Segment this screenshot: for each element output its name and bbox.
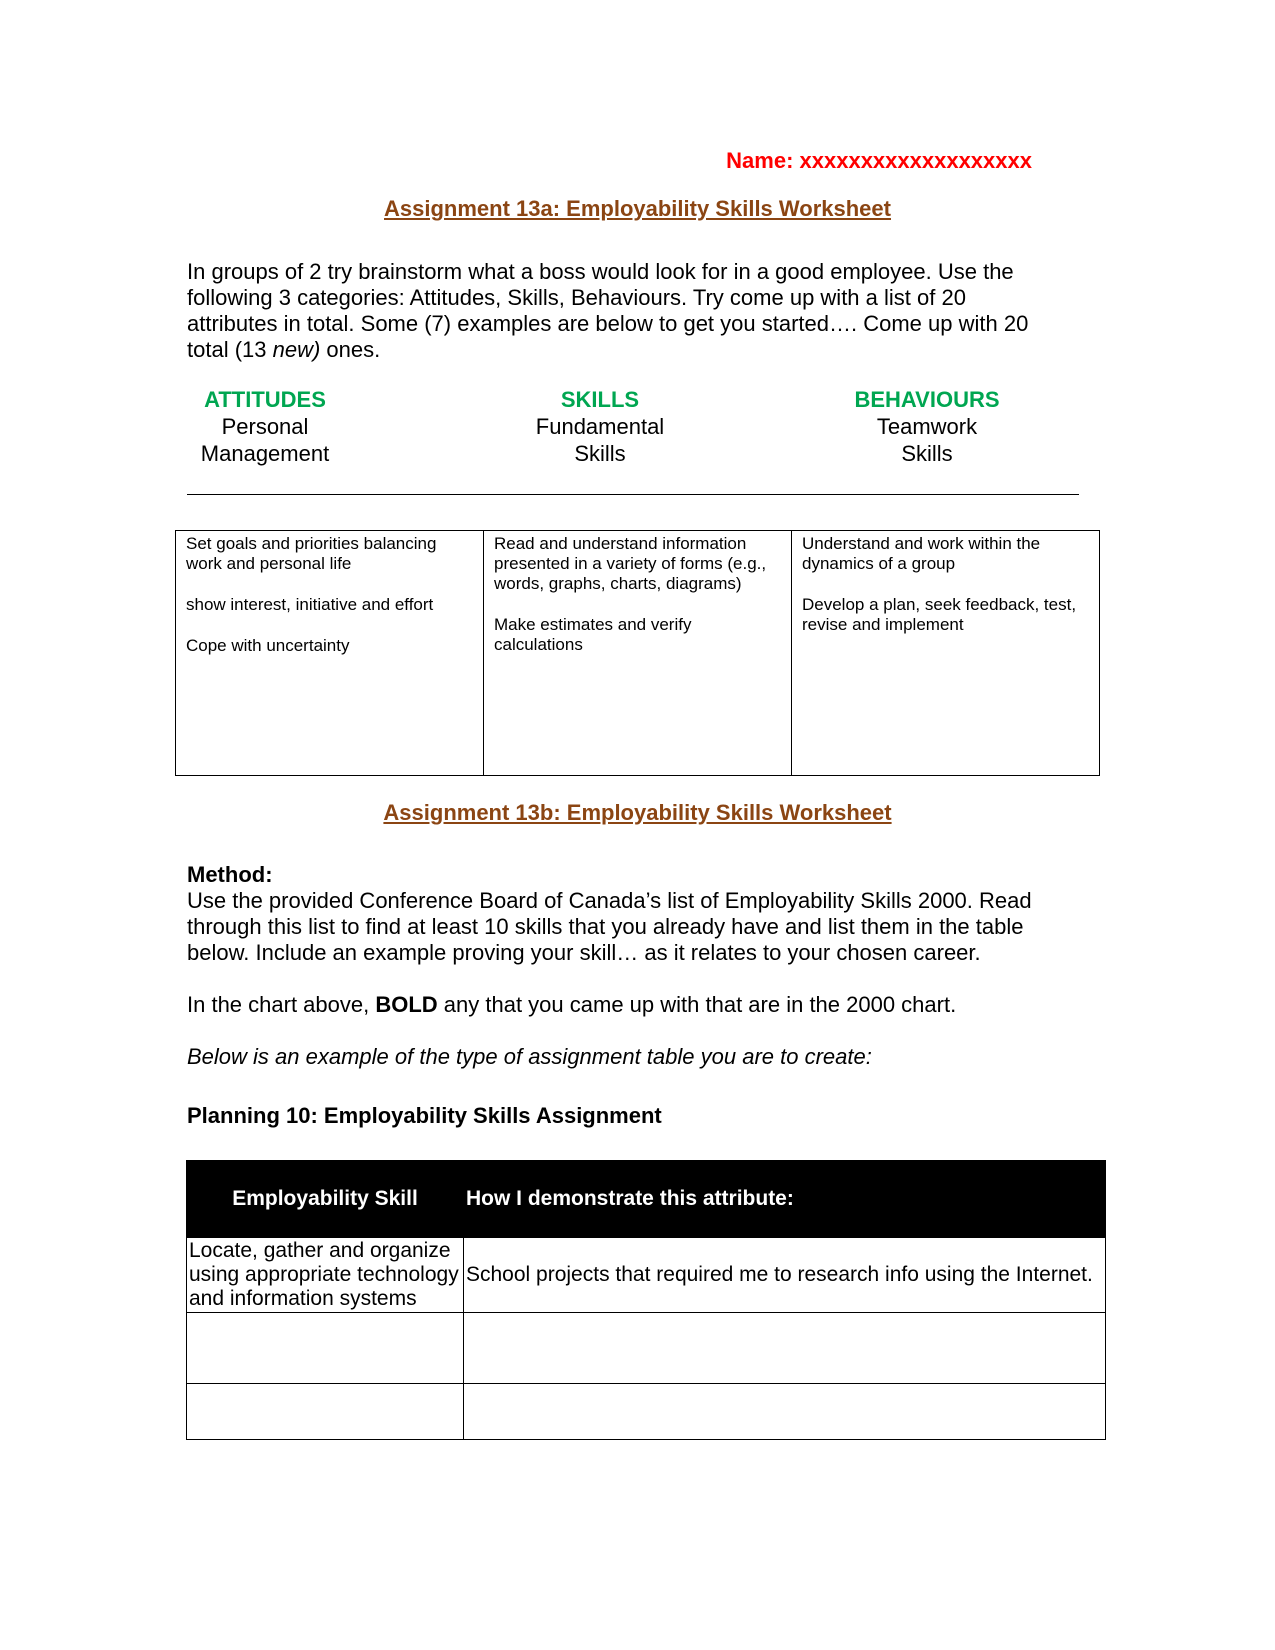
demonstration-cell[interactable] [464, 1384, 1106, 1440]
examples-grid [175, 530, 1100, 776]
category-subtitle: Management [200, 441, 330, 466]
table-header-row [187, 1161, 1106, 1238]
planning-title: Planning 10: Employability Skills Assignment [187, 1103, 662, 1128]
example-item: Develop a plan, seek feedback, test, revise and implement [802, 595, 1077, 634]
student-name: Name: xxxxxxxxxxxxxxxxxxx [726, 148, 1032, 173]
skill-cell[interactable] [187, 1384, 464, 1440]
category-attitudes [185, 386, 345, 467]
intro-text: ones. [320, 337, 381, 362]
method-line: below. Include an example proving your skill… as it relates to your chosen career. [187, 940, 981, 965]
category-behaviours [842, 386, 1012, 467]
table-row [187, 1313, 1106, 1384]
example-item: Read and understand information presented in a variety of forms (e.g., words, graphs, charts, diagrams) [494, 534, 767, 593]
attitudes-examples [176, 531, 484, 775]
skills-table [186, 1160, 1106, 1440]
divider-line [187, 494, 1079, 495]
method-line: through this list to find at least 10 skills that you already have and list them in the table [187, 914, 1024, 939]
example-item: Make estimates and verify calculations [494, 615, 692, 654]
table-row [187, 1384, 1106, 1440]
assignment-13a-title: Assignment 13a: Employability Skills Worksheet [384, 196, 891, 221]
skill-cell[interactable] [187, 1313, 464, 1384]
skills-examples [484, 531, 792, 775]
table-row [187, 1238, 1106, 1313]
example-item: Understand and work within the dynamics of a group [802, 534, 1041, 573]
method-label: Method: [187, 862, 273, 887]
category-skills [510, 386, 690, 467]
category-subtitle: Skills [574, 441, 626, 466]
intro-line: In groups of 2 try brainstorm what a boss would look for in a good employee. Use the [187, 259, 1014, 284]
example-item: Set goals and priorities balancing work and personal life [186, 534, 437, 573]
intro-text: total (13 [187, 337, 273, 362]
instruction-text: In the chart above, [187, 992, 376, 1017]
behaviours-examples [792, 531, 1099, 775]
instruction-text: any that you came up with that are in the 2000 chart. [437, 992, 957, 1017]
demonstration-cell: School projects that required me to research info using the Internet. [464, 1238, 1106, 1313]
category-heading: SKILLS [560, 387, 640, 412]
bold-instruction [187, 992, 956, 1018]
assignment-13b-title: Assignment 13b: Employability Skills Worksheet [383, 800, 892, 825]
intro-line [187, 337, 1087, 363]
category-heading: BEHAVIOURS [854, 387, 1000, 412]
assignment-13a-instructions [187, 259, 1087, 363]
method-section [187, 862, 1087, 966]
intro-line: following 3 categories: Attitudes, Skills, Behaviours. Try come up with a list of 20 [187, 285, 966, 310]
category-subtitle: Fundamental [535, 414, 665, 439]
intro-line: attributes in total. Some (7) examples are below to get you started…. Come up with 20 [187, 311, 1029, 336]
example-item: show interest, initiative and effort [186, 595, 434, 614]
category-subtitle: Personal [221, 414, 309, 439]
skill-cell: Locate, gather and organize using appropriate technology and information systems [187, 1238, 464, 1313]
category-heading: ATTITUDES [204, 387, 326, 412]
demonstration-cell[interactable] [464, 1313, 1106, 1384]
method-line: Use the provided Conference Board of Canada’s list of Employability Skills 2000. Read [187, 888, 1032, 913]
instruction-emphasis: BOLD [375, 992, 438, 1017]
column-header-skill: Employability Skill [187, 1161, 464, 1238]
example-item: Cope with uncertainty [186, 636, 350, 655]
category-subtitle: Skills [901, 441, 953, 466]
intro-emphasis: new) [272, 337, 321, 362]
example-note: Below is an example of the type of assignment table you are to create: [187, 1044, 872, 1069]
category-subtitle: Teamwork [876, 414, 978, 439]
column-header-demonstration: How I demonstrate this attribute: [464, 1161, 1106, 1238]
